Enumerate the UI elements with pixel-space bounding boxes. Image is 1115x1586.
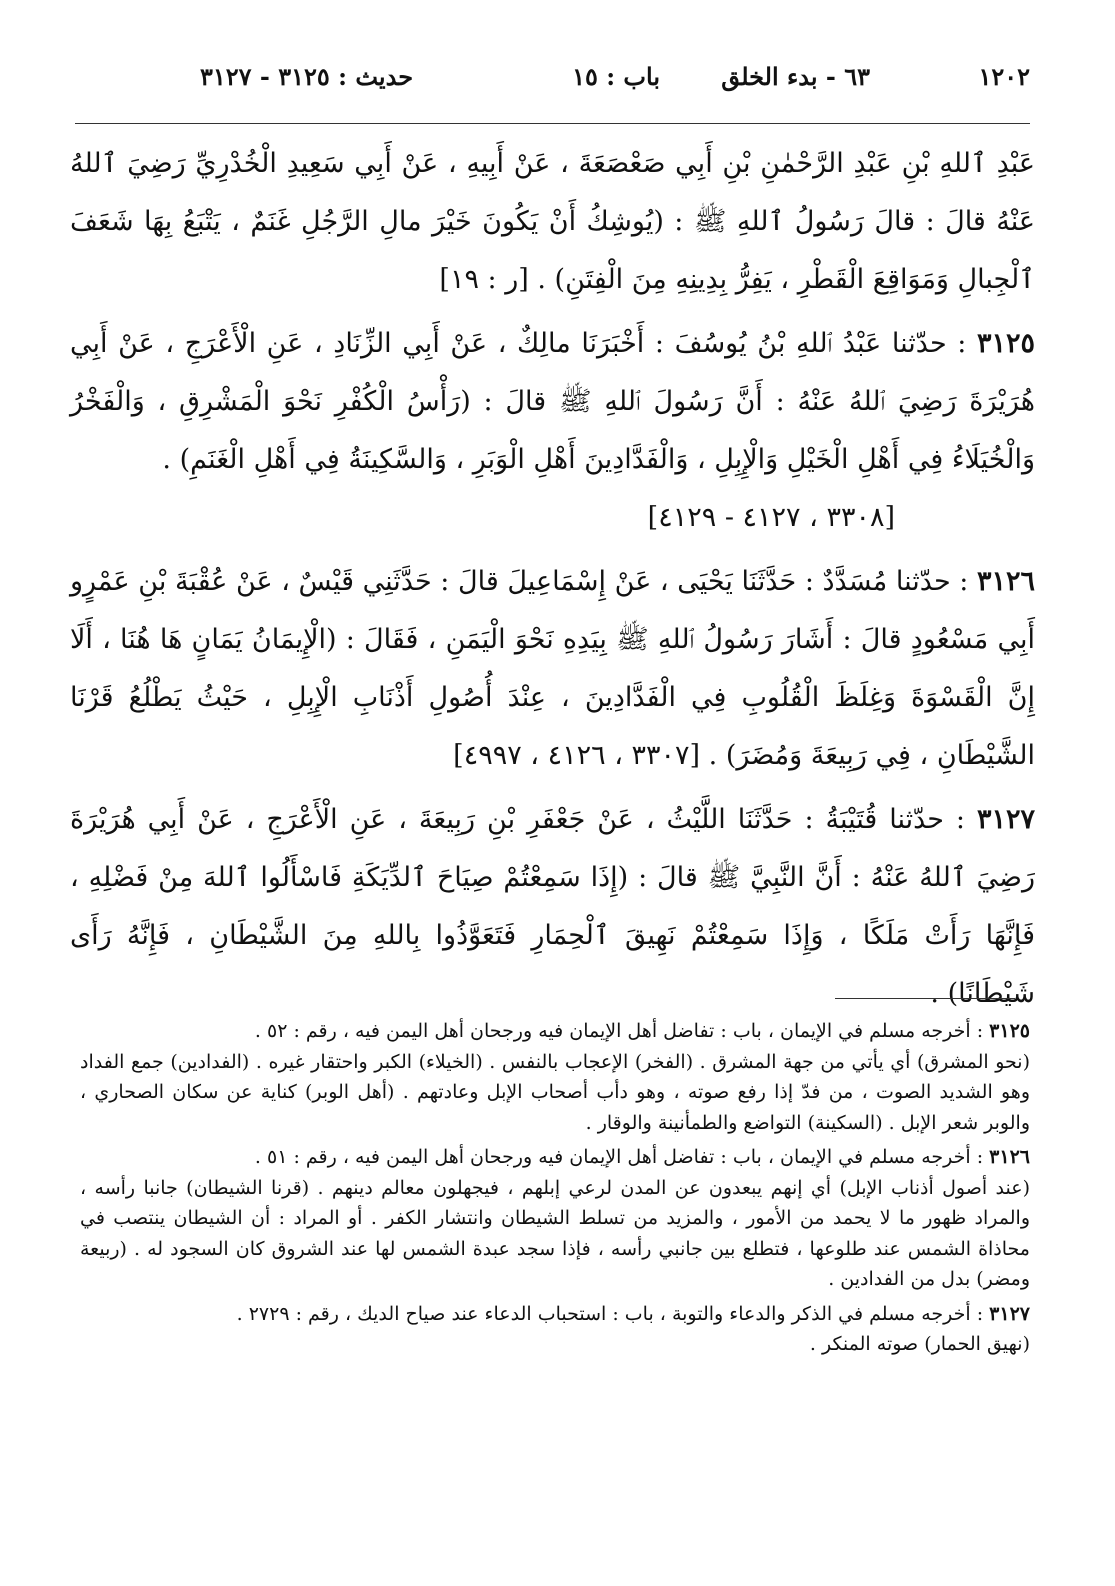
hadith-number: ٣١٢٥ xyxy=(976,328,1035,359)
cross-references: [٣٣٠٨ ، ٤١٢٧ - ٤١٢٩] xyxy=(647,502,895,533)
hadith-continuation-text: عَبْدِ ٱللهِ بْنِ عَبْدِ الرَّحْمٰنِ بْنِ أَبِي صَعْصَعَةَ ، عَنْ أَبِيهِ ، عَنْ أَبِي سَعِيدِ الْخُدْرِيِّ رَضِيَ ٱللهُ عَنْهُ قالَ : قالَ رَسُولُ ٱللهِ ﷺ : (يُوشِكُ أَنْ يَكُونَ خَيْرَ مالِ الرَّجُلِ غَنَمٌ ، يَتْبَعُ بِهَا شَعَفَ ٱلْجِبالِ وَمَوَاقِعَ الْقَطْرِ ، يَفِرُّ بِدِينِهِ مِنَ الْفِتَنِ) . [ر : ١٩] xyxy=(70,148,1035,295)
hadith-text: : حدّثنا قُتَيْبَةُ : حَدَّثَنَا اللَّيْثُ ، عَنْ جَعْفَرِ بْنِ رَبِيعَةَ ، عَنِ الْأَعْرَجِ ، عَنْ أَبِي هُرَيْرَةَ رَضِيَ ٱللهُ عَنْهُ : أَنَّ النَّبِيَّ ﷺ قالَ : (إِذَا سَمِعْتُمْ صِيَاحَ ٱلدِّيَكَةِ فَاسْأَلُوا ٱللهَ مِنْ فَضْلِهِ ، فَإِنَّهَا رَأَتْ مَلَكًا ، وَإِذَا سَمِعْتُمْ نَهِيقَ ٱلْحِمَارِ فَتَعَوَّذُوا بِاللهِ مِنَ الشَّيْطَانِ ، فَإِنَّهُ رَأَى شَيْطَانًا) . xyxy=(70,804,1035,1009)
hadith-continuation xyxy=(70,135,1035,309)
footnote-number: ٣١٢٧ xyxy=(989,1302,1030,1325)
footnote-glossary: (نحو المشرق) أي يأتي من جهة المشرق . (الفخر) الإعجاب بالنفس . (الخيلاء) الكبر واحتقار غيره . (الفدادين) جمع الفداد وهو الشديد الصوت ، من فدّ إذا رفع صوته ، وهو دأب أصحاب الإبل وعادتهم . (أهل الوبر) كناية عن سكان الصحاري ، والوبر شعر الإبل . (السكينة) التواضع والطمأنينة والوقار . xyxy=(80,1050,1030,1134)
footnote-3126 xyxy=(80,1142,1030,1295)
hadith-number: ٣١٢٧ xyxy=(976,804,1035,835)
footnote-glossary: (نهيق الحمار) صوته المنكر . xyxy=(809,1333,1030,1355)
hadith-text-body xyxy=(70,135,1035,1029)
chapter-label: باب : ١٥ xyxy=(572,62,660,91)
footnote-source: : أخرجه مسلم في الإيمان ، باب : تفاضل أهل الإيمان فيه ورجحان أهل اليمن فيه ، رقم : ٥١ . xyxy=(254,1146,984,1168)
footnote-divider xyxy=(835,998,1015,999)
footnote-3125 xyxy=(80,1016,1030,1138)
footnotes xyxy=(80,1016,1030,1364)
cross-references: [٣٣٠٧ ، ٤١٢٦ ، ٤٩٩٧] xyxy=(453,740,701,771)
hadith-text: : حدّثنا مُسَدَّدٌ : حَدَّثَنَا يَحْيَى ، عَنْ إِسْمَاعِيلَ قالَ : حَدَّثَنِي قَيْسٌ ، عَنْ عُقْبَةَ بْنِ عَمْرٍو أَبِي مَسْعُودٍ قالَ : أَشَارَ رَسُولُ ٱللهِ ﷺ بِيَدِهِ نَحْوَ الْيَمَنِ ، فَقَالَ : (الْإِيمَانُ يَمَانٍ هَا هُنَا ، أَلَا إِنَّ الْقَسْوَةَ وَغِلَظَ الْقُلُوبِ فِي الْفَدَّادِينَ ، عِنْدَ أُصُولِ أَذْنَابِ الْإِبِلِ ، حَيْثُ يَطْلُعُ قَرْنَا الشَّيْطَانِ ، فِي رَبِيعَةَ وَمُضَرَ) . xyxy=(70,566,1035,771)
hadith-3127 xyxy=(70,791,1035,1023)
footnote-source: : أخرجه مسلم في الذكر والدعاء والتوبة ، باب : استحباب الدعاء عند صياح الديك ، رقم : ٢٧٢٩ . xyxy=(236,1302,984,1325)
footnote-source: : أخرجه مسلم في الإيمان ، باب : تفاضل أهل الإيمان فيه ورجحان أهل اليمن فيه ، رقم : ٥٢ . xyxy=(254,1020,984,1042)
header-divider xyxy=(75,123,1030,124)
book-title: ٦٣ - بدء الخلق xyxy=(721,62,870,91)
footnote-3127 xyxy=(80,1299,1030,1360)
hadith-3125 xyxy=(70,315,1035,547)
page-number: ١٢٠٢ xyxy=(978,62,1030,91)
footnote-number: ٣١٢٦ xyxy=(989,1146,1030,1168)
footnote-glossary: (عند أصول أذناب الإبل) أي إنهم يبعدون عن المدن لرعي إبلهم ، فيجهلون معالم دينهم . (قرنا الشيطان) جانبا رأسه ، والمراد ظهور ما لا يحمد من الأمور ، والمزيد من تسلط الشيطان وانتشار الكفر . أو المراد : أن الشيطان ينتصب في محاذاة الشمس عند طلوعها ، فتطلع بين جانبي رأسه ، فإذا سجد عبدة الشمس لها عند الشروق كان السجود له . (ربيعة ومضر) بدل من الفدادين . xyxy=(80,1176,1030,1290)
running-header xyxy=(200,62,1030,102)
hadith-text: : حدّثنا عَبْدُ ٱللهِ بْنُ يُوسُفَ : أَخْبَرَنَا مالِكٌ ، عَنْ أَبِي الزِّنَادِ ، عَنِ الْأَعْرَجِ ، عَنْ أَبِي هُرَيْرَةَ رَضِيَ ٱللهُ عَنْهُ : أَنَّ رَسُولَ ٱللهِ ﷺ قالَ : (رَأْسُ الْكُفْرِ نَحْوَ الْمَشْرِقِ ، وَالْفَخْرُ وَالْخُيَلَاءُ فِي أَهْلِ الْخَيْلِ وَالْإِبِلِ ، وَالْفَدَّادِينَ أَهْلِ الْوَبَرِ ، وَالسَّكِينَةُ فِي أَهْلِ الْغَنَمِ) . xyxy=(70,328,1035,475)
hadith-number: ٣١٢٦ xyxy=(976,566,1035,597)
footnote-number: ٣١٢٥ xyxy=(989,1020,1030,1042)
hadith-range: حديث : ٣١٢٥ - ٣١٢٧ xyxy=(200,62,414,91)
hadith-3126 xyxy=(70,553,1035,785)
